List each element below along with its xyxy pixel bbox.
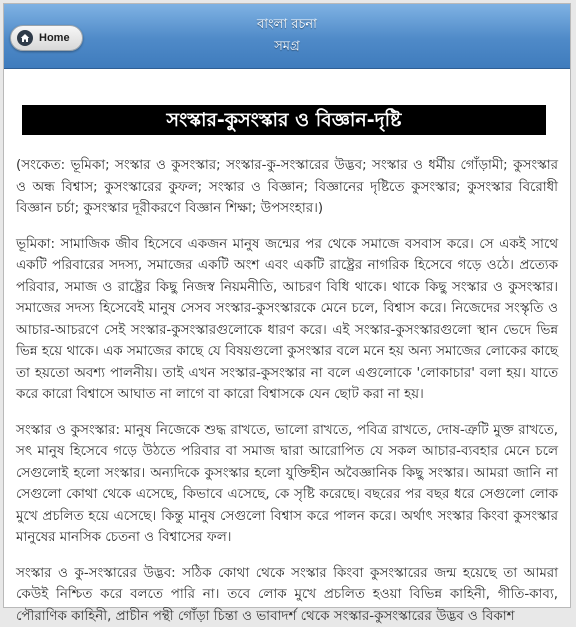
header-title-block [4, 14, 570, 58]
page-subtitle: সমগ্র [4, 36, 570, 58]
article-title: সংস্কার-কুসংস্কার ও বিজ্ঞান-দৃষ্টি [22, 105, 546, 135]
page-title: বাংলা রচনা [4, 14, 570, 36]
app-frame [3, 3, 571, 608]
article-content [4, 69, 570, 627]
article-outline: (সংকেত: ভূমিকা; সংস্কার ও কুসংস্কার; সংস্কার-কু-সংস্কারের উদ্ভব; সংস্কার ও ধর্মীয় গোঁড়ামী; কুসংস্কার ও অন্ধ বিশ্বাস; কুসংস্কারের কুফল; সংস্কার ও বিজ্ঞান; বিজ্ঞানের দৃষ্টিতে কুসংস্কার; কুসংস্কার বিরোধী বিজ্ঞান চর্চা; কুসংস্কার দূরীকরণে বিজ্ঞান শিক্ষা; উপসংহার।) [16, 155, 558, 220]
header-bar [4, 4, 570, 69]
article-paragraph: ভূমিকা: সামাজিক জীব হিসেবে একজন মানুষ জন্মের পর থেকে সমাজে বসবাস করে। সে একই সাথে একটি পরিবারের সদস্য, সমাজের একটি অংশ এবং একটি রাষ্ট্রের নাগরিক হিসেবে গড়ে ওঠে। প্রত্যেক পরিবার, সমাজ ও রাষ্ট্রের কিছু নিজস্ব নিয়মনীতি, আচরণ বিধি থাকে। থাকে কিছু সংস্কার ও কুসংস্কার। সমাজের সদস্য হিসেবেই মানুষ সেসব সংস্কার-কুসংস্কারকে মেনে চলে, বিশ্বাস করে। নিজেদের সংস্কৃতি ও আচার-আচরণে সেই সংস্কার-কুসংস্কারগুলোকে ধারণ করে। এই সংস্কার-কুসংস্কারগুলো স্থান ভেদে ভিন্ন ভিন্ন হয়ে থাকে। এক সমাজের কাছে যে বিষয়গুলো কুসংস্কার বলে মনে হয় অন্য সমাজের লোকের কাছে তা হয়তো অবশ্য পালনীয়। তাই এখন সংস্কার-কুসংস্কার না বলে এগুলোকে 'লোকাচার' বলা হয়। যাতে করে কারো বিশ্বাসে আঘাত না লাগে বা কারো বিশ্বাসকে যেন ছোট করা না হয়। [16, 234, 558, 406]
article-paragraph: সংস্কার ও কুসংস্কার: মানুষ নিজেকে শুদ্ধ রাখতে, ভালো রাখতে, পবিত্র রাখতে, দোষ-ত্রুটি মুক্ত রাখতে, সৎ মানুষ হিসেবে গড়ে উঠতে পরিবার বা সমাজ দ্বারা আরোপিত যে সকল আচার-ব্যবহার মেনে চলে সেগুলোই হলো সংস্কার। অন্যদিকে কুসংস্কার হলো যুক্তিহীন অবৈজ্ঞানিক কিছু সংস্কার। আমরা জানি না সেগুলো কোথা থেকে এসেছে, কিভাবে এসেছে, কে সৃষ্টি করেছে। বছরের পর বছর ধরে সেগুলো লোক মুখে প্রচলিত হয়ে এসেছে। কিন্তু মানুষ সেগুলো বিশ্বাস করে পালন করে। অর্থাৎ সংস্কার কিংবা কুসংস্কার মানুষের মানসিক চেতনা ও বিশ্বাসের ফল। [16, 420, 558, 549]
article-paragraph: সংস্কার ও কু-সংস্কারের উদ্ভব: সঠিক কোথা থেকে সংস্কার কিংবা কুসংস্কারের জন্ম হয়েছে তা আমরা কেউই নিশ্চিত করে বলতে পারি না। তবে লোক মুখে প্রচলিত হওয়া বিভিন্ন কাহিনী, গীতি-কাব্য, পৌরাণিক কাহিনী, প্রাচীন পন্থী গোঁড়া চিন্তা ও ভাবাদর্শ থেকে সংস্কার-কুসংস্কারের উদ্ভব ও বিকাশ [16, 563, 558, 627]
home-button-label: Home [39, 32, 70, 44]
